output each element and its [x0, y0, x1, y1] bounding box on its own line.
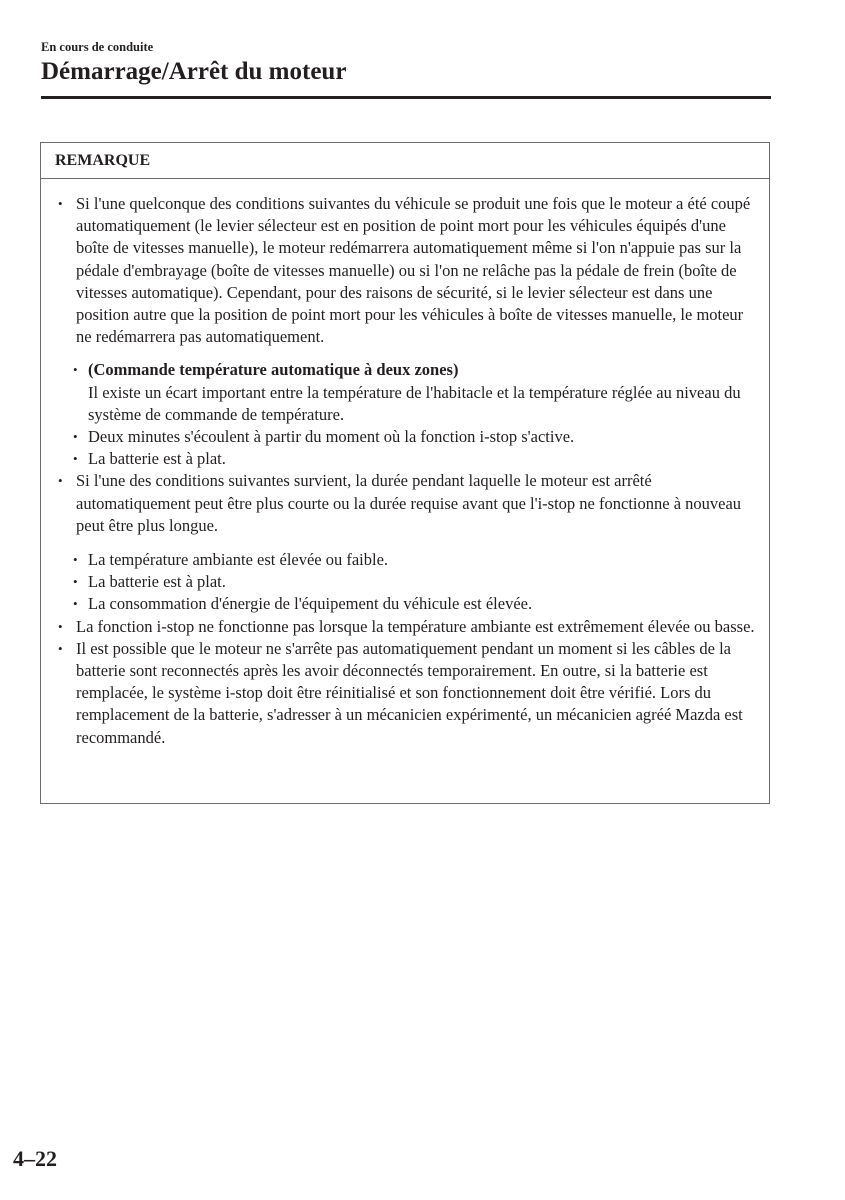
sub-list-item — [72, 359, 759, 426]
remarque-note-box — [40, 142, 770, 804]
sub-list-item-text: La consommation d'énergie de l'équipement du véhicule est élevée. — [88, 594, 533, 614]
sub-list-item — [72, 593, 759, 615]
sub-list — [72, 549, 759, 616]
sub-list-item — [72, 549, 759, 571]
list-item-text: La fonction i-stop ne fonctionne pas lorsque la température ambiante est extrêmement élevée ou basse. — [76, 616, 755, 636]
sub-list-item-text: Deux minutes s'écoulent à partir du moment où la fonction i-stop s'active. — [88, 427, 575, 447]
list-item-text: Si l'une quelconque des conditions suivantes du véhicule se produit une fois que le moteur a été coupé automatiquement (le levier sélecteur est en position de point mort pour les véhicules équipés d'une boîte de vitesses manuelle), le moteur redémarrera automatiquement même si l'on n'appuie pas sur la pédale d'embrayage (boîte de vitesses manuelle) ou si l'on ne relâche pas la pédale de frein (boîte de vitesses automatique). Cependant, pour des raisons de sécurité, si le levier sélecteur est dans une position autre que la position de point mort pour les véhicules à boîte de vitesses manuelle, le moteur ne redémarrera pas automatiquement. — [76, 194, 751, 347]
page-number: 4–22 — [13, 1146, 57, 1171]
list-item — [56, 616, 759, 638]
note-body — [41, 179, 769, 749]
list-item-text: Si l'une des conditions suivantes survient, la durée pendant laquelle le moteur est arrêté automatiquement peut être plus courte ou la durée requise avant que l'i-stop ne fonctionne à nouveau peut être plus longue. — [76, 471, 742, 535]
sub-list-item-text: La batterie est à plat. — [88, 572, 226, 592]
page-title: Démarrage/Arrêt du moteur — [41, 58, 347, 85]
section-label: En cours de conduite — [41, 40, 154, 54]
list-item — [56, 193, 759, 348]
sub-list — [72, 359, 759, 470]
sub-list-item — [72, 571, 759, 593]
sub-list-item — [72, 426, 759, 448]
sub-list-item-text: Il existe un écart important entre la température de l'habitacle et la température réglée au niveau du système de commande de température. — [88, 382, 741, 424]
list-item — [56, 470, 759, 537]
sub-list-item-text: La batterie est à plat. — [88, 449, 226, 469]
sub-list-item — [72, 448, 759, 470]
sub-list-item-title: • (Commande température automatique à deux zones) — [88, 360, 459, 380]
list-item — [56, 638, 759, 749]
title-divider — [41, 96, 771, 99]
list-item-text: Il est possible que le moteur ne s'arrête pas automatiquement pendant un moment si les câbles de la batterie sont reconnectés après les avoir déconnectés temporairement. En outre, si la batterie est remplacée, le système i-stop doit être réinitialisé et son fonctionnement doit être vérifié. Lors du remplacement de la batterie, s'adresser à un mécanicien expérimenté, un mécanicien agréé Mazda est recommandé. — [76, 638, 743, 747]
sub-list-item-text: La température ambiante est élevée ou faible. — [88, 550, 389, 570]
note-heading: REMARQUE — [41, 143, 769, 179]
